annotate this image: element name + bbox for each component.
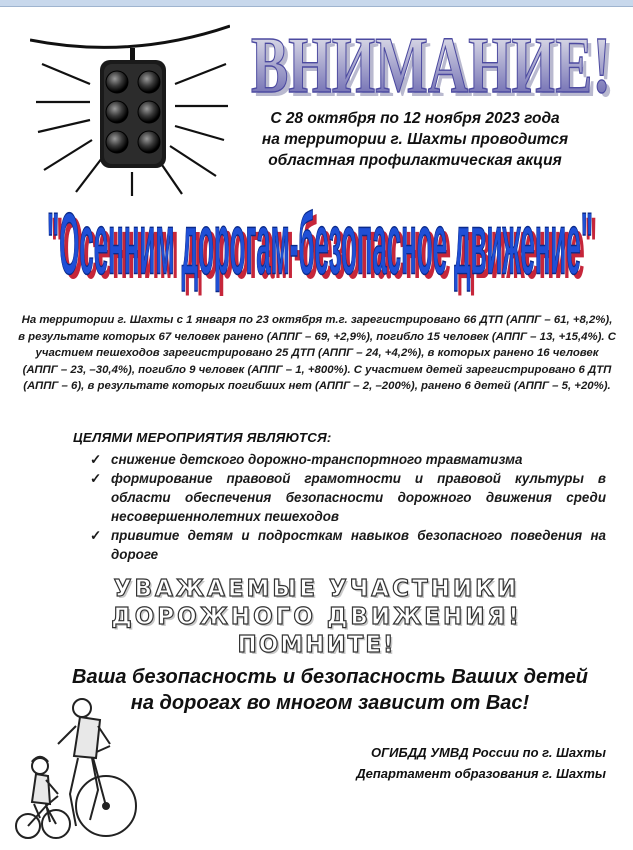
check-icon: ✓	[90, 528, 102, 543]
signature-block	[320, 742, 606, 784]
page-title	[232, 6, 632, 116]
appeal-line-2: ДОРОЖНОГО ДВИЖЕНИЯ!	[111, 604, 522, 630]
safety-message-line-2: на дорогах во многом зависит от Вас!	[130, 692, 530, 714]
title-text: ВНИМАНИЕ!	[251, 22, 611, 110]
signature-line-1: ОГИБДД УМВД России по г. Шахты	[371, 745, 606, 760]
action-name-shadow: "Осенним дорогам-безопасное движение"	[51, 200, 597, 298]
accident-statistics: На территории г. Шахты с 1 января по 23 октября т.г. зарегистрировано 66 ДТП (АППГ – 61, +8,2%), в результате которых 67 человек ранено (АППГ – 69, +2,9%), погибло 15 человек (АППГ – 13, +15,4%). С участием пешеходов зарегистрировано 25 ДТП (АППГ – 24, +4,2%), в которых ранено 16 человек (АППГ – 23, –30,4%), погибло 9 человек (АППГ – 1, +800%). С участием детей зарегистрировано 6 ДТП (АППГ – 6), в результате которых погибших нет (АППГ – 2, –200%), ранено 6 детей (АППГ – 5, +20%).	[18, 314, 616, 393]
action-name-banner	[30, 186, 610, 302]
check-icon: ✓	[90, 452, 102, 467]
appeal-line-3: ПОМНИТЕ!	[237, 632, 396, 658]
title-shadow: ВНИМАНИЕ!	[255, 26, 615, 114]
goal-item	[90, 450, 606, 469]
promo-dates-block	[235, 108, 595, 171]
signature-line-2: Департамент образования г. Шахты	[356, 766, 606, 781]
goals-heading: ЦЕЛЯМИ МЕРОПРИЯТИЯ ЯВЛЯЮТСЯ:	[73, 430, 332, 445]
goal-item	[90, 469, 606, 526]
check-icon: ✓	[90, 471, 102, 486]
promo-line-3: областная профилактическая акция	[268, 152, 562, 169]
action-name-text: "Осенним дорогам-безопасное движение"	[47, 195, 594, 293]
goal-text: снижение детского дорожно-транспортного травматизма	[111, 452, 523, 467]
goal-text: привитие детям и подросткам навыков безопасного поведения на дороге	[111, 528, 606, 562]
goal-item	[90, 526, 606, 564]
goals-list	[90, 450, 606, 564]
parent-child-cyclists-illustration	[10, 694, 150, 844]
promo-line-2: на территории г. Шахты проводится	[261, 131, 569, 148]
promo-line-1: С 28 октября по 12 ноября 2023 года	[270, 110, 560, 127]
safety-message-line-1: Ваша безопасность и безопасность Ваших детей	[72, 666, 588, 688]
appeal-line-1: УВАЖАЕМЫЕ УЧАСТНИКИ	[113, 576, 520, 602]
safety-message	[50, 664, 610, 716]
traffic-light-icon	[30, 12, 230, 197]
goal-text: формирование правовой грамотности и правовой культуры в области обеспечения безопасности дорожного движения среди несовершеннолетних пешеходов	[111, 471, 606, 524]
